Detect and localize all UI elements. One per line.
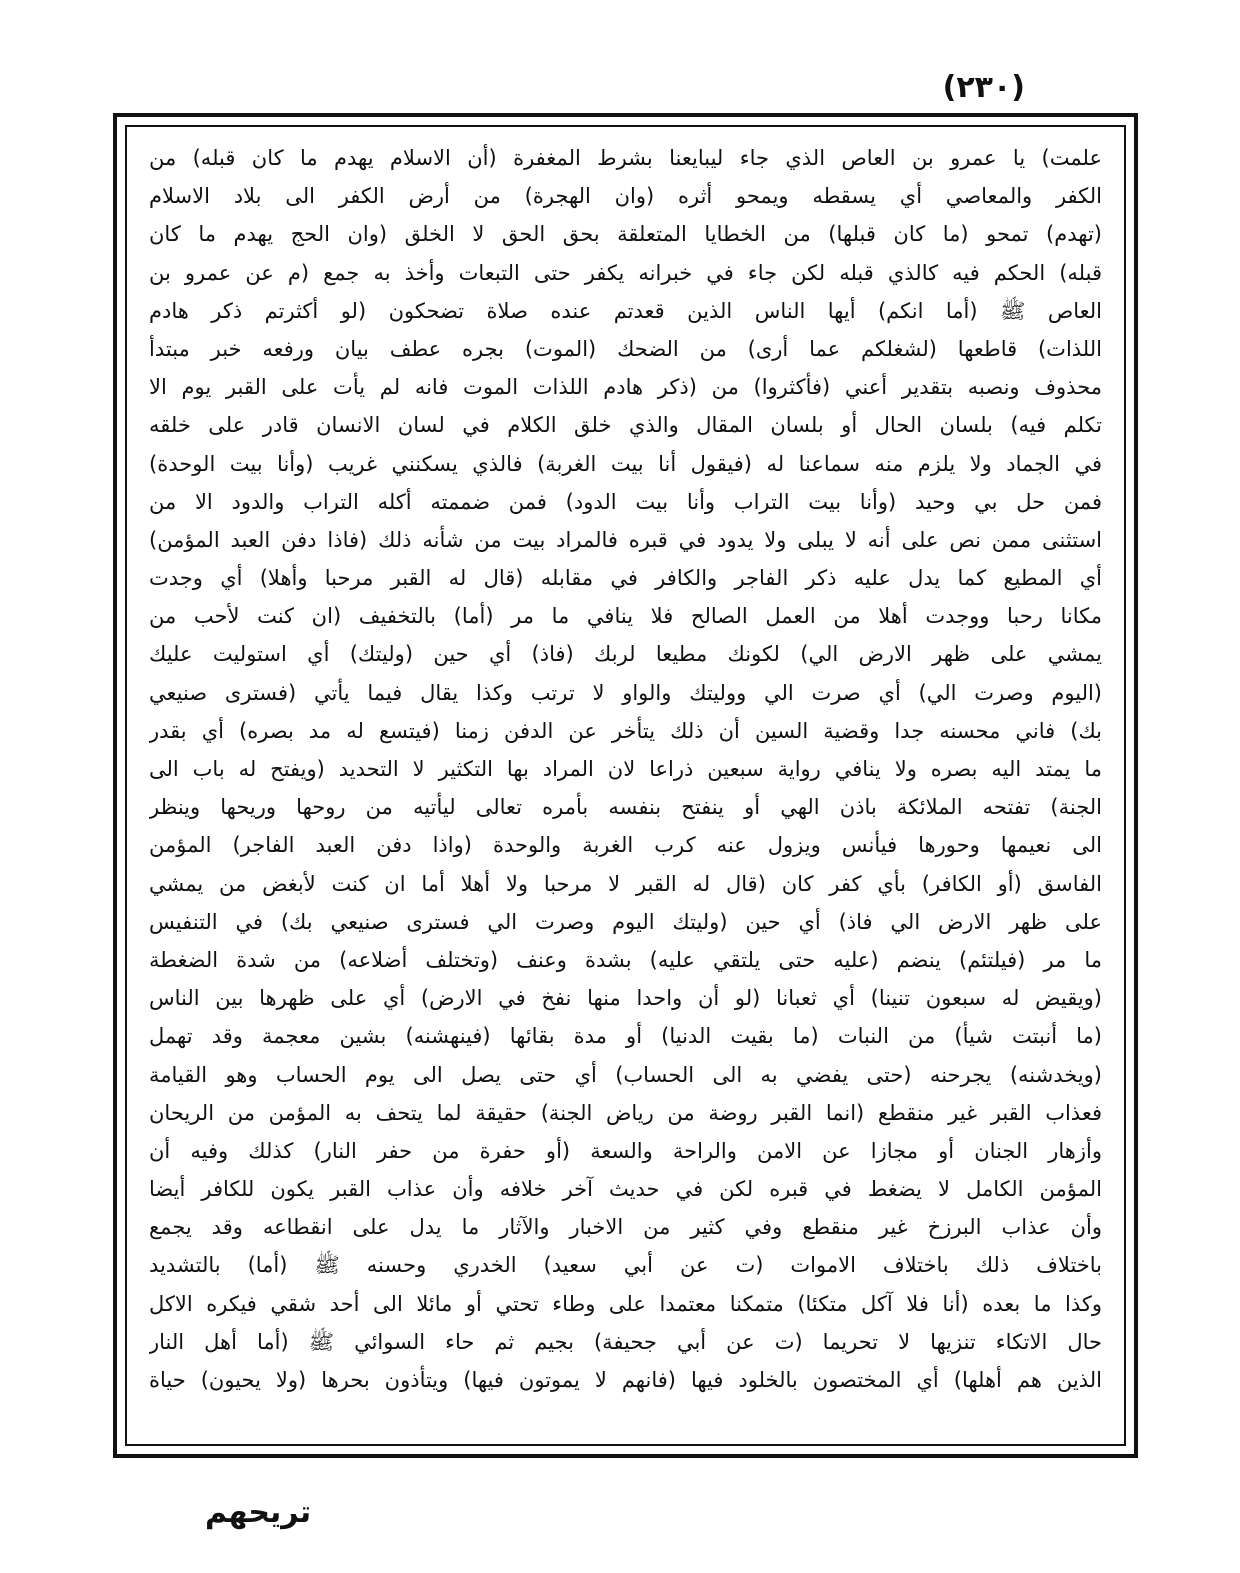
text-line: وكذا ما بعده (أنا فلا آكل متكئا) متمكنا معتمدا على وطاء تحتي أو مائلا الى أحد شقي فيكره الاكل [149,1291,1102,1316]
text-line: (ويخدشنه) يجرحنه (حتى يفضي به الى الحساب) أي حتى يصل الى يوم الحساب وهو القيامة [149,1062,1102,1087]
text-line: (اليوم وصرت الي) أي صرت الي ووليتك والواو لا ترتب وكذا يقال فيما يأتي (فسترى صنيعي [149,680,1102,705]
text-line: يمشي على ظهر الارض الي) لكونك مطيعا لربك (فاذ) أي حين (وليتك) أي استوليت عليك [149,642,1102,667]
text-line: في الجماد ولا يلزم منه سماعنا له (فيقول أنا بيت الغربة) فالذي يسكنني غريب (وأنا بيت الوحدة) [149,451,1102,476]
text-line: الى نعيمها وحورها فيأنس ويزول عنه كرب الغربة والوحدة (واذا دفن العبد الفاجر) المؤمن [149,833,1102,858]
text-line: ما مر (فيلتئم) ينضم (عليه حتى يلتقي عليه) بشدة وعنف (وتختلف أضلاعه) من شدة الضغطة [149,947,1102,972]
text-line: باختلاف ذلك باختلاف الاموات (ت عن أبي سعيد) الخدري وحسنه ﷺ (أما) بالتشديد [149,1253,1102,1278]
page-frame-inner [125,125,1126,1446]
text-block [149,139,1102,1436]
text-line: وأزهار الجنان أو مجازا عن الامن والراحة والسعة (أو حفرة من حفر النار) كذلك وفيه أن [149,1138,1102,1163]
text-line: اللذات) قاطعها (لشغلكم عما أرى) من الضحك (الموت) بجره عطف بيان ورفعه خبر مبتدأ [149,336,1102,361]
text-line: أي المطيع كما يدل عليه ذكر الفاجر والكافر في مقابله (قال له القبر مرحبا وأهلا) أي وجدت [149,566,1102,591]
text-line: ما يمتد اليه بصره ولا ينافي رواية سبعين ذراعا لان المراد بها التكثير لا التحديد (ويفتح له باب الى [149,757,1102,781]
text-line: استثنى ممن نص على أنه لا يبلى ولا يدود في قبره فالمراد بيت من شأنه ذلك (فاذا دفن العبد المؤمن) [149,527,1102,552]
text-line: (ويقيض له سبعون تنينا) أي ثعبانا (لو أن واحدا منها نفخ في الارض) أي على ظهرها بين الناس [149,986,1102,1011]
text-line: (ما أنبتت شيأ) من النبات (ما بقيت الدنيا) أو مدة بقائها (فينهشنه) بشين معجمة وقد تهمل [149,1024,1102,1049]
page-frame-outer [113,113,1138,1458]
text-line: الجنة) تفتحه الملائكة باذن الهي أو ينفتح بنفسه بأمره تعالى ليأتيه من روحها وريحها وينظر [149,795,1102,820]
text-line: الفاسق (أو الكافر) بأي كفر كان (قال له القبر لا مرحبا ولا أهلا أما ان كنت لأبغض من يمشي [149,871,1102,896]
text-line: الكفر والمعاصي أي يسقطه ويمحو أثره (وان الهجرة) من أرض الكفر الى بلاد الاسلام [149,184,1102,209]
text-line: قبله) الحكم فيه كالذي قبله لكن جاء في خبرانه يكفر حتى التبعات وأخذ به جمع (م عن عمرو بن [149,260,1102,285]
text-line: تكلم فيه) بلسان الحال أو بلسان المقال والذي خلق الكلام في لسان الانسان قادر على خلقه [149,413,1102,438]
text-line: العاص ﷺ (أما انكم) أيها الناس الذين قعدتم عنده صلاة تضحكون (لو أكثرتم ذكر هادم [149,298,1102,323]
text-line: المؤمن الكامل لا يضغط في قبره لكن في حديث آخر خلافه وأن عذاب القبر يكون للكافر أيضا [149,1177,1102,1202]
text-line: علمت) يا عمرو بن العاص الذي جاء ليبايعنا بشرط المغفرة (أن الاسلام يهدم ما كان قبله) من [149,146,1102,170]
text-line: فمن حل بي وحيد (وأنا بيت التراب وأنا بيت الدود) فمن ضممته أكله التراب والدود الا من [149,489,1102,514]
text-line: وأن عذاب البرزخ غير منقطع وفي كثير من الاخبار والآثار ما يدل على انقطاعه وقد يجمع [149,1215,1102,1240]
page-number: (٢٣٠) [942,70,1025,105]
text-line: فعذاب القبر غير منقطع (انما القبر روضة من رياض الجنة) حقيقة لما يتحف به المؤمن من الريحان [149,1100,1102,1125]
text-line: محذوف ونصبه بتقدير أعني (فأكثروا) من (ذكر هادم اللذات الموت فانه لم يأت على القبر يوم الا [149,375,1102,400]
text-line: (تهدم) تمحو (ما كان قبلها) من الخطايا المتعلقة بحق الحق لا الخلق (وان الحج يهدم ما كان [149,222,1102,247]
text-line: حال الاتكاء تنزيها لا تحريما (ت عن أبي جحيفة) بجيم ثم حاء السوائي ﷺ (أما أهل النار [149,1329,1102,1354]
text-line: الذين هم أهلها) أي المختصون بالخلود فيها (فانهم لا يموتون فيها) ويتأذون بحرها (ولا يحيون) حياة [149,1368,1102,1392]
text-line: على ظهر الارض الي فاذ) أي حين (وليتك اليوم وصرت الي فسترى صنيعي بك) في التنفيس [149,909,1102,934]
catchword: تريحهم [205,1495,312,1530]
text-line: بك) فاني محسنه جدا وقضية السين أن ذلك يتأخر عن الدفن زمنا (فيتسع له مد بصره) أي بقدر [149,718,1102,743]
text-line: مكانا رحبا ووجدت أهلا من العمل الصالح فلا ينافي ما مر (أما) بالتخفيف (ان كنت لأحب من [149,604,1102,629]
